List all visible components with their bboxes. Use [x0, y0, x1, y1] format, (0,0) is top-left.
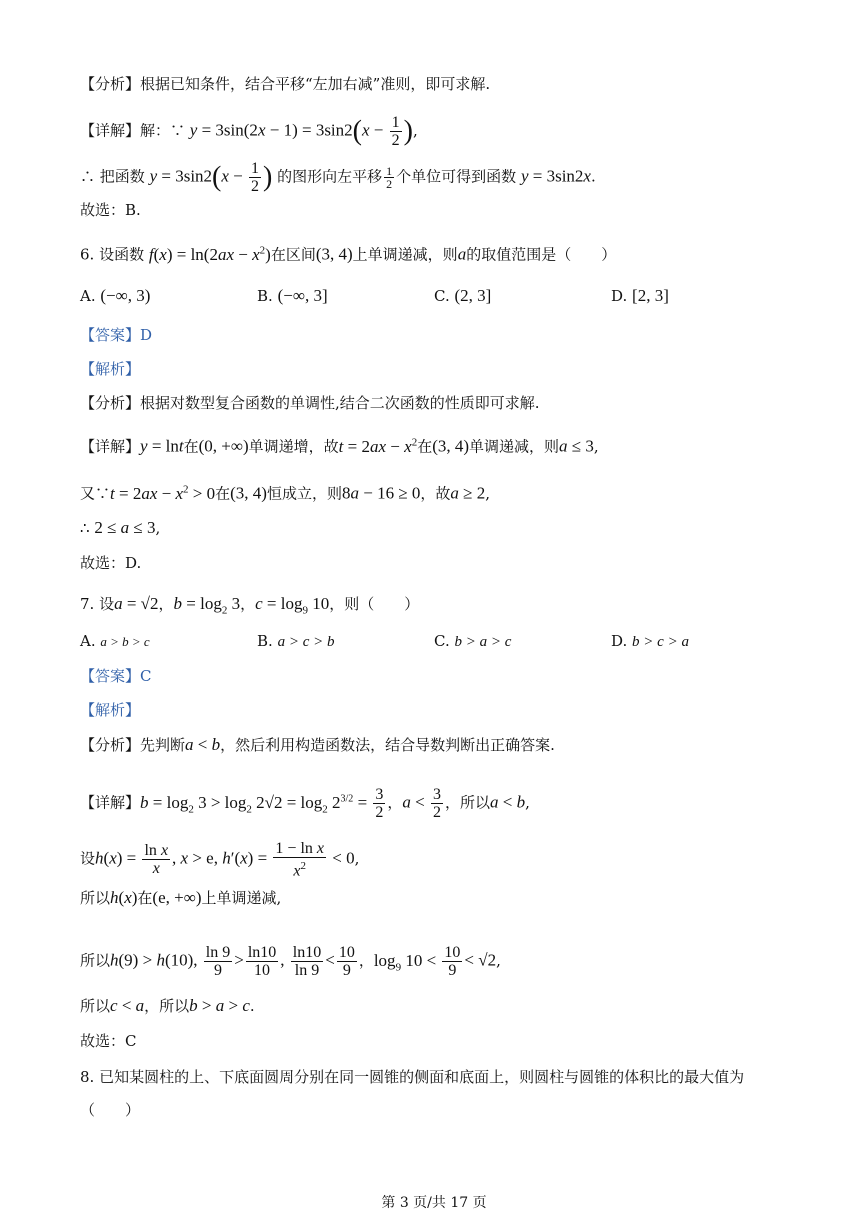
text: 所以 [80, 889, 111, 907]
page-footer: 第 3 页/共 17 页 [381, 1195, 487, 1211]
text: ，则（ ） [329, 595, 420, 613]
text: 单调递增，故 [248, 437, 339, 456]
q6-option-c: C. (2, 3] [434, 286, 492, 305]
text: 所以 [80, 951, 111, 970]
define-h: 设h(x) = $\frac{\text{ln x}}{x}$ , x > e, h′(x) = $\frac{\text{1 − ln x}}{x^2}$ < 0, [80, 840, 360, 880]
q7-option-d: D. b > c > a [611, 632, 689, 650]
translate-line: ∴ 把函数 y = 3sin2(x − $\frac{1}{2}$ ) 的图形向左平移 $\frac{1}{2}$ 个单位可得到函数 y = 3sin2x. [80, 160, 596, 195]
text: 的图形向左平移 [277, 167, 383, 186]
text: ，所以 [445, 793, 491, 812]
text: 恒成立，则 [266, 484, 342, 503]
text: 设 [80, 849, 96, 868]
text: 上单调递减，则 [352, 245, 458, 264]
text: 在 [215, 484, 231, 503]
detail-6: 【详解】y = lnt在(0, +∞)单调递增，故$t = 2ax - x^2$在(3, 4)单调递减，则a ≤ 3, [80, 436, 599, 456]
q7-option-c: C. b > a > c [434, 632, 512, 650]
question-8-paren: （ ） [80, 1101, 141, 1119]
q7-option-b: B. a > c > b [257, 632, 335, 650]
answer-7: 【答案】C [80, 667, 152, 685]
monotone-line: 所以h(x)在(e, +∞)上单调递减, [80, 888, 282, 907]
conclusion-6: ∴ 2 ≤ a ≤ 3, [80, 518, 161, 537]
text: 个单位可得到函数 [396, 167, 517, 186]
detail-7: 【详解】$b = \log_2 3 > \log_2 2√2 = \log_2 2^{3/2}$ = $\frac{3}{2}$ ，a < $\frac{3}{2}$ ，所以a < b, [80, 786, 530, 821]
q7-option-a: A. a > b > c [80, 632, 150, 650]
q6-option-b: B. (−∞, 3] [257, 286, 328, 305]
text: 【详解】 [80, 437, 141, 456]
compare-line: 所以h(9) > h(10), $\frac{\ln 9}{9}$ > $\frac{\ln 10}{10}$ , $\frac{\ln 10}{\ln 9}$ < $\frac{10}{9}$ ，$\log_9 10$ < $\frac{10}{9}$ < √2, [80, 944, 501, 979]
text: 在 [417, 437, 433, 456]
jiexi-label-2: 【解析】 [80, 701, 141, 719]
text: 又∵ [80, 484, 111, 503]
you-line: 又∵t = $2ax - x^2 > 0$在(3, 4)恒成立，则8a − 16 ≥ 0，故a ≥ 2, [80, 483, 491, 503]
detail-line: 【详解】解：∵ y = 3sin(2x − 1) = 3sin2(x − $\frac{1}{2}$ ), [80, 114, 418, 149]
choose-b: 故选：B. [80, 201, 141, 219]
text: 单调递减，则 [469, 437, 560, 456]
answer-6: 【答案】D [80, 326, 153, 344]
question-8: 8. 已知某圆柱的上、下底面圆周分别在同一圆锥的侧面和底面上，则圆柱与圆锥的体积比的最大值为 [80, 1068, 745, 1086]
question-7: 7. 设a = √2，$b = \log_2 3$，$c = \log_9 10$，则（ ） [80, 594, 420, 617]
text: 6. 设函数 [80, 245, 145, 264]
conclusion-7: 所以c < a，所以b > a > c. [80, 996, 255, 1015]
q6-option-d: D. [2, 3] [611, 286, 669, 305]
text: ，然后利用构造函数法，结合导数判断出正确答案. [220, 736, 555, 754]
analysis-6: 【分析】根据对数型复合函数的单调性,结合二次函数的性质即可求解. [80, 394, 540, 412]
question-6: 6. 设函数 $f(x) = \ln(2ax - x^2)$在区间(3, 4)上单调递减，则a的取值范围是（ ） [80, 244, 617, 264]
analysis-line: 【分析】根据已知条件，结合平移“左加右减”准则，即可求解. [80, 75, 491, 93]
jiexi-label: 【解析】 [80, 360, 141, 378]
detail-label: 【详解】解：∵ [80, 121, 186, 140]
text: 在 [183, 437, 199, 456]
analysis-7: 【分析】先判断a < b，然后利用构造函数法，结合导数判断出正确答案. [80, 735, 555, 754]
q6-option-a: A. (−∞, 3) [80, 286, 151, 305]
text: 7. 设 [80, 595, 115, 613]
text: 在区间 [270, 245, 316, 264]
text: ，所以 [144, 997, 190, 1015]
text: 上单调递减, [201, 889, 282, 907]
choose-d: 故选：D. [80, 554, 142, 572]
text: 【详解】 [80, 793, 141, 812]
choose-c: 故选：C [80, 1032, 137, 1050]
text: ，故 [420, 484, 451, 503]
text: 【分析】先判断 [80, 736, 186, 754]
text: 在 [137, 889, 153, 907]
text: 所以 [80, 997, 111, 1015]
text: ∴ 把函数 [80, 167, 145, 186]
text: 的取值范围是（ ） [466, 245, 617, 264]
